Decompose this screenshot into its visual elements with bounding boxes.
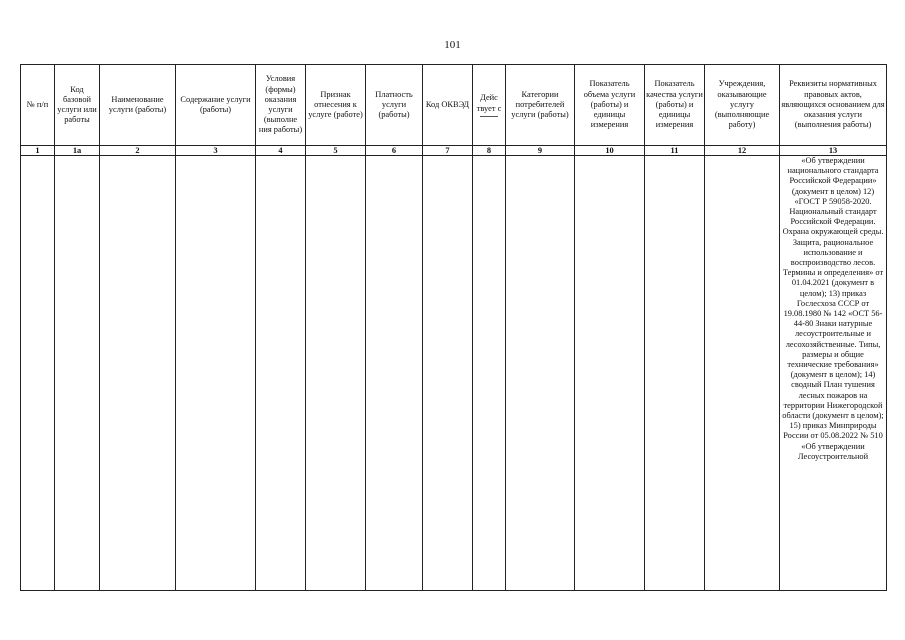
services-register-table [20,64,887,591]
cell-empty [366,156,423,591]
col-header-3: Содержание услуги (работы) [176,65,256,146]
cell-empty [256,156,306,591]
col-header-10: Показатель объема услуги (работы) и единицы измерения [575,65,645,146]
col-number: 8 [473,146,506,156]
col-header-2: Наименование услуги (работы) [100,65,176,146]
col-header-4: Условия (формы) оказания услуги (выполне ния работы) [256,65,306,146]
col-number: 1а [55,146,100,156]
effective-date-line [480,116,498,117]
cell-empty [473,156,506,591]
cell-empty [21,156,55,591]
table-row [21,156,887,591]
page-number: 101 [444,39,461,51]
cell-empty [705,156,780,591]
cell-empty [306,156,366,591]
cell-empty [176,156,256,591]
cell-empty [645,156,705,591]
col-number: 10 [575,146,645,156]
header-row [21,65,887,146]
col-number: 1 [21,146,55,156]
col-number: 7 [423,146,473,156]
col-number: 13 [780,146,887,156]
col-header-6: Платность услуги (работы) [366,65,423,146]
cell-empty [506,156,575,591]
col-header-1a: Код базовой услуги или работы [55,65,100,146]
cell-empty [423,156,473,591]
legal-acts-cell: «Об утверждении национального стандарта Российской Федерации» (документ в целом) 12) «ГОСТ Р 59058-2020. Национальный стандарт Российской Федерации. Охрана окружающей среды. Защита, рациональное использование и воспроизводство лесов. Термины и определения» от 01.04.2021 (документ в целом); 13) приказ Гослесхоза СССР от 19.08.1980 № 142 «ОСТ 56-44-80 Знаки натурные лесоустроительные и лесохозяйственные. Типы, размеры и общие технические требования» (документ в целом); 14) сводный План тушения лесных пожаров на территории Нижегородской области (документ в целом); 15) приказ Минприроды России от 05.08.2022 № 510 «Об утверждении Лесоустроительной [780,156,887,591]
col-number: 11 [645,146,705,156]
col-number: 5 [306,146,366,156]
column-number-row [21,146,887,156]
col-number: 9 [506,146,575,156]
col-number: 3 [176,146,256,156]
col-header-11: Показатель качества услуги (работы) и единицы измерения [645,65,705,146]
cell-empty [55,156,100,591]
col-number: 4 [256,146,306,156]
col-header-9: Категории потребителей услуги (работы) [506,65,575,146]
col-number: 2 [100,146,176,156]
col-number: 6 [366,146,423,156]
cell-empty [100,156,176,591]
col-header-7: Код ОКВЭД [423,65,473,146]
cell-empty [575,156,645,591]
col-header-12: Учреждения, оказывающие услугу (выполняющие работу) [705,65,780,146]
col-header-13: Реквизиты нормативных правовых актов, являющихся основанием для оказания услуги (выполнения работы) [780,65,887,146]
col-number: 12 [705,146,780,156]
col-header-1: № п/п [21,65,55,146]
col-header-5: Признак отнесения к услуге (работе) [306,65,366,146]
col-header-8-text: Дейс твует с [476,93,502,113]
col-header-8 [473,65,506,146]
